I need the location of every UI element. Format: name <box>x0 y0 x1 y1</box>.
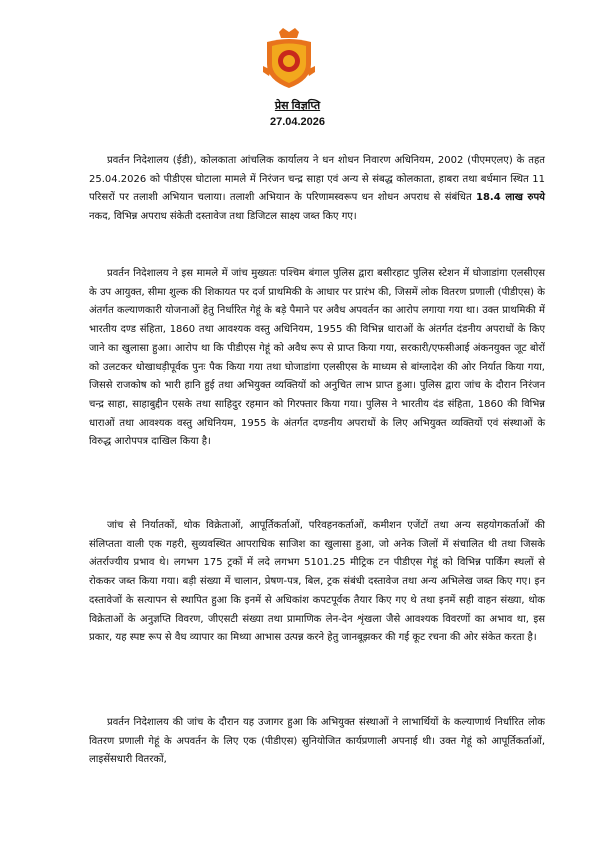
paragraph-4-text: प्रवर्तन निदेशालय की जांच के दौरान यह उजागर हुआ कि अभियुक्त संस्थाओं ने लाभार्थियों के कल्याणार्थ निर्धारित लोक वितरण प्रणाली गेहूं के अपवर्तन के लिए एक (पीडीएस) सुनियोजित कार्यप्रणाली अपनाई थी। उक्त गेहूं को आपूर्तिकर्ताओं, लाइसेंसधारी वितरकों, <box>89 717 545 766</box>
paragraph-3 <box>89 517 545 648</box>
release-date: 27.04.2026 <box>269 116 326 128</box>
paragraph-2 <box>89 265 545 452</box>
page-title: प्रेस विज्ञप्ति <box>274 100 321 112</box>
paragraph-4 <box>89 714 545 770</box>
paragraph-2-text: प्रवर्तन निदेशालय ने इस मामले में जांच मुख्यतः पश्चिम बंगाल पुलिस द्वारा बसीरहाट पुलिस स्टेशन में घोजाडांगा एलसीएस के उप आयुक्त, सीमा शुल्क की शिकायत पर दर्ज प्राथमिकी के आधार पर प्रारंभ की, जिसमें लोक वितरण प्रणाली (पीडीएस) के अंतर्गत कल्याणकारी योजनाओं हेतु निर्धारित गेहूं के बड़े पैमाने पर अवैध अपवर्तन का आरोप लगाया गया था। उक्त प्राथमिकी में भारतीय दण्ड संहिता, 1860 तथा आवश्यक वस्तु अधिनियम, 1955 की विभिन्न धाराओं के अंतर्गत दंडनीय अपराधों के किए जाने का खुलासा हुआ। आरोप था कि पीडीएस गेहूं को अवैध रूप से प्राप्त किया गया, सरकारी/एफसीआई अंकनयुक्त जूट बोरों को उलटकर धोखाधड़ीपूर्वक पुनः पैक किया गया तथा घोजाडांगा एलसीएस के माध्यम से बांग्लादेश की ओर निर्यात किया गया, जिससे राजकोष को भारी हानि हुई तथा अभियुक्त व्यक्तियों को अनुचित लाभ प्राप्त हुआ। पुलिस द्वारा जांच के दौरान निरंजन चन्द्र साहा, साहाबुद्दीन एसके तथा साहिदुर रहमान को गिरफ्तार किया गया। पुलिस ने भारतीय दंड संहिता, 1860 की विभिन्न धाराओं तथा आवश्यक वस्तु अधिनियम, 1955 के अंतर्गत दण्डनीय अपराधों के लिए अभियुक्त व्यक्तियों एवं संस्थाओं के विरुद्ध आरोपपत्र दाखिल किया है। <box>89 268 545 448</box>
paragraph-1-text-a: प्रवर्तन निदेशालय (ईडी), कोलकाता आंचलिक कार्यालय ने धन शोधन निवारण अधिनियम, 2002 (पीएमएलए) के तहत 25.04.2026 को पीडीएस घोटाला मामले में निरंजन चन्द्र साहा एवं अन्य से संबद्ध कोलकाता, हाबरा तथा बर्धमान स्थित 11 परिसरों पर तलाशी अभियान चलाया। तलाशी अभियान के परिणामस्वरूप धन शोधन अपराध से संबंधित <box>89 155 545 204</box>
seized-amount: 18.4 लाख रुपये <box>476 192 545 204</box>
enforcement-directorate-emblem-icon <box>261 26 317 90</box>
paragraph-1 <box>89 152 545 227</box>
paragraph-1-text-b: नकद, विभिन्न अपराध संकेती दस्तावेज तथा डिजिटल साक्ष्य जब्त किए गए। <box>89 211 357 223</box>
paragraph-3-text: जांच से निर्यातकों, थोक विक्रेताओं, आपूर्तिकर्ताओं, परिवहनकर्ताओं, कमीशन एजेंटों तथा अन्य सहयोगकर्ताओं की संलिप्तता वाली एक गहरी, सुव्यवस्थित आपराधिक साजिश का खुलासा हुआ, जो अनेक जिलों में संचालित थी तथा जिसके अंतर्राज्यीय प्रभाव थे। लगभग 175 ट्रकों में लदे लगभग 5101.25 मीट्रिक टन पीडीएस गेहूं को विभिन्न पार्किंग स्थलों से रोककर जब्त किया गया। बड़ी संख्या में चालान, प्रेषण-पत्र, बिल, ट्रक संबंधी दस्तावेज तथा अन्य अभिलेख जब्त किए गए। इन दस्तावेजों के सत्यापन से स्थापित हुआ कि इनमें से अधिकांश कपटपूर्वक तैयार किए गए थे तथा इनमें सही वाहन संख्या, थोक विक्रेताओं के अनुज्ञप्ति विवरण, जीएसटी संख्या तथा प्रामाणिक लेन-देन शृंखला जैसे आवश्यक विवरणों का अभाव था, इस प्रकार, यह स्पष्ट रूप से वैध व्यापार का मिथ्या आभास उत्पन्न करने हेतु जानबूझकर की गई कूट रचना की ओर संकेत करता है। <box>89 520 545 644</box>
